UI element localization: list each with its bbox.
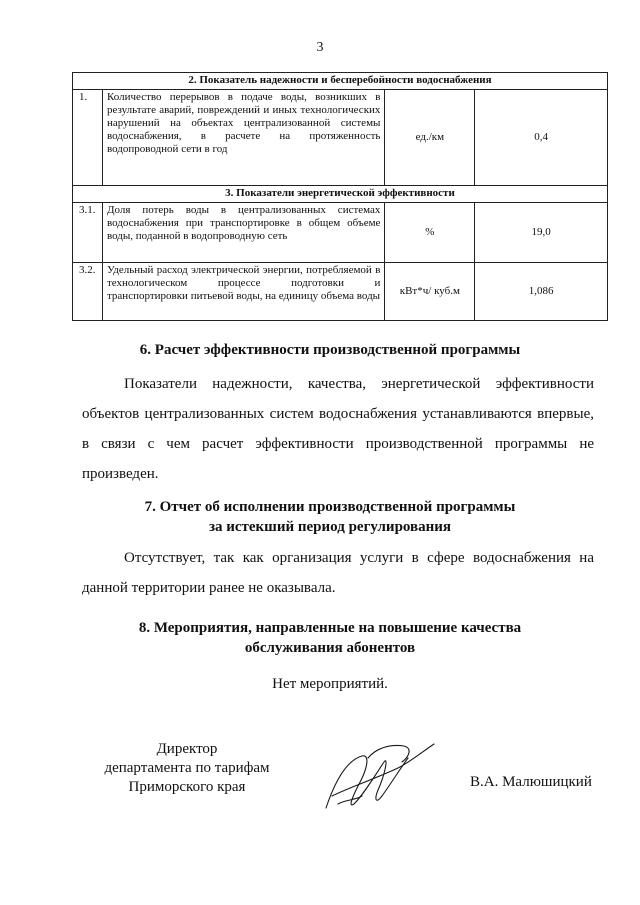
position-line-3: Приморского края xyxy=(128,779,246,795)
row-description: Удельный расход электрической энергии, потребляемой в технологическом процессе подготовки и транспортировки питьевой воды, на единицу объема воды xyxy=(102,263,384,321)
row-value: 19,0 xyxy=(475,203,608,263)
row-number: 3.2. xyxy=(73,263,103,321)
section-8-text: Нет мероприятий. xyxy=(272,676,388,692)
table-section-title: 3. Показатели энергетической эффективности xyxy=(73,186,608,203)
section-8-title xyxy=(60,618,600,658)
section-7-title xyxy=(60,497,600,537)
row-value: 1,086 xyxy=(475,263,608,321)
signatory-position xyxy=(92,740,282,797)
row-number: 3.1. xyxy=(73,203,103,263)
table-row xyxy=(73,203,608,263)
row-unit: % xyxy=(385,203,475,263)
row-unit: ед./км xyxy=(385,90,475,186)
row-value: 0,4 xyxy=(475,90,608,186)
section-8-title-line1: 8. Мероприятия, направленные на повышение качества xyxy=(138,620,522,636)
position-line-2: департамента по тарифам xyxy=(104,760,270,776)
row-description: Количество перерывов в подаче воды, возникших в результате аварий, повреждений и иных технологических нарушений на объектах централизованной системы водоснабжения, в расчете на протяженность водопроводной сети в год xyxy=(102,90,384,186)
indicators-table xyxy=(72,72,608,321)
section-7-text: Отсутствует, так как организация услуги в сфере водоснабжения на данной территории ранее не оказывала. xyxy=(82,550,594,596)
section-8-title-line2: обслуживания абонентов xyxy=(244,640,416,656)
table-section-row xyxy=(73,186,608,203)
table-section-row xyxy=(73,73,608,90)
row-number: 1. xyxy=(73,90,103,186)
signatory-name: В.А. Малюшицкий xyxy=(470,774,592,790)
table-section-title: 2. Показатель надежности и бесперебойности водоснабжения xyxy=(73,73,608,90)
handwritten-signature xyxy=(318,738,438,828)
section-6-text: Показатели надежности, качества, энергетической эффективности объектов централизованных систем водоснабжения устанавливаются впервые, в связи с чем расчет эффективности производственной программы не произведен. xyxy=(82,376,594,482)
table-row xyxy=(73,90,608,186)
section-6-title: 6. Расчет эффективности производственной программы xyxy=(139,342,521,358)
section-7-title-line1: 7. Отчет об исполнении производственной программы xyxy=(144,499,516,515)
section-7-title-line2: за истекший период регулирования xyxy=(208,519,452,535)
row-unit: кВт*ч/ куб.м xyxy=(385,263,475,321)
page-number: 3 xyxy=(316,40,324,55)
row-description: Доля потерь воды в централизованных системах водоснабжения при транспортировке в общем объеме воды, поданной в водопроводную сеть xyxy=(102,203,384,263)
position-line-1: Директор xyxy=(156,741,218,757)
table-row xyxy=(73,263,608,321)
